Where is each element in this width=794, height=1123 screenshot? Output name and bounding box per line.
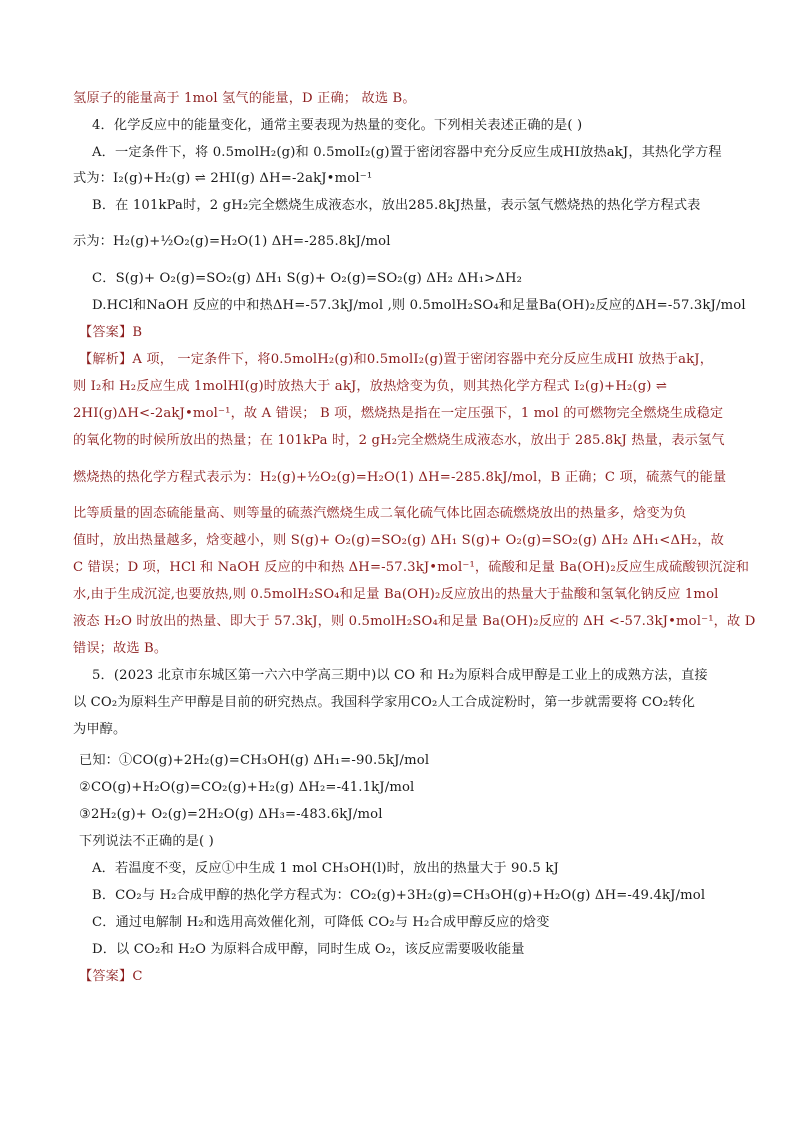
text-line-l21: 5．(2023 北京市东城区第一六六中学高三期中)以 CO 和 H₂为原料合成甲醇是工业上的成熟方法，直接 (92, 668, 708, 683)
text-line-l04: 式为：I₂(g)+H₂(g) ⇌ 2HI(g) ΔH=-2akJ•mol⁻¹ (73, 171, 373, 186)
text-line-l13: 的氧化物的时候所放出的热量；在 101kPa 时，2 gH₂完全燃烧生成液态水，放出于 285.8kJ 热量，表示氢气 (73, 433, 725, 448)
text-line-l27: 下列说法不正确的是( ) (79, 834, 214, 849)
text-line-l29: B．CO₂与 H₂合成甲醇的热化学方程式为：CO₂(g)+3H₂(g)=CH₃OH(g)+H₂O(g) ΔH=-49.4kJ/mol (92, 888, 706, 903)
text-line-l16: 值时，放出热量越多，焓变越小，则 S(g)+ O₂(g)=SO₂(g) ΔH₁ S(g)+ O₂(g)=SO₂(g) ΔH₂ ΔH₁<ΔH₂，故 (73, 533, 724, 548)
text-line-l18: 水,由于生成沉淀,也要放热,则 0.5molH₂SO₄和足量 Ba(OH)₂反应放出的热量大于盐酸和氢氧化钠反应 1mol (73, 587, 719, 602)
text-line-l03: A．一定条件下，将 0.5molH₂(g)和 0.5molI₂(g)置于密闭容器中充分反应生成HI放热akJ，其热化学方程 (92, 145, 722, 160)
text-line-l23: 为甲醇。 (73, 722, 127, 737)
text-line-l05: B．在 101kPa时，2 gH₂完全燃烧生成液态水，放出285.8kJ热量，表示氢气燃烧热的热化学方程式表 (92, 198, 701, 213)
text-line-l19: 液态 H₂O 时放出的热量、即大于 57.3kJ，则 0.5molH₂SO₄和足量 Ba(OH)₂反应的 ΔH <-57.3kJ•mol⁻¹，故 D (73, 614, 756, 629)
text-line-l07: C．S(g)+ O₂(g)=SO₂(g) ΔH₁ S(g)+ O₂(g)=SO₂(g) ΔH₂ ΔH₁>ΔH₂ (92, 271, 523, 286)
text-line-l32: 【答案】C (79, 969, 143, 984)
text-line-l08: D.HCl和NaOH 反应的中和热ΔH=-57.3kJ/mol ,则 0.5molH₂SO₄和足量Ba(OH)₂反应的ΔH=-57.3kJ/mol (92, 298, 746, 313)
text-line-l02: 4．化学反应中的能量变化，通常主要表现为热量的变化。下列相关表述正确的是( ) (92, 118, 583, 133)
text-line-l09: 【答案】B (79, 325, 143, 340)
text-line-l12: 2HI(g)ΔH<-2akJ•mol⁻¹，故 A 错误； B 项，燃烧热是指在一定压强下，1 mol 的可燃物完全燃烧生成稳定 (73, 406, 724, 421)
text-line-l25: ②CO(g)+H₂O(g)=CO₂(g)+H₂(g) ΔH₂=-41.1kJ/mol (79, 780, 415, 795)
text-line-l11: 则 I₂和 H₂反应生成 1molHI(g)时放热大于 akJ，放热焓变为负，则其热化学方程式 I₂(g)+H₂(g) ⇌ (73, 379, 668, 394)
text-line-l24: 已知：①CO(g)+2H₂(g)=CH₃OH(g) ΔH₁=-90.5kJ/mol (79, 753, 430, 768)
text-line-l20: 错误；故选 B。 (73, 641, 168, 656)
text-line-l31: D．以 CO₂和 H₂O 为原料合成甲醇，同时生成 O₂，该反应需要吸收能量 (92, 942, 525, 957)
text-line-l01: 氢原子的能量高于 1mol 氢气的能量，D 正确； 故选 B。 (73, 91, 416, 106)
text-line-l15: 比等质量的固态硫能量高、则等量的硫蒸汽燃烧生成二氧化硫气体比固态硫燃烧放出的热量多，焓变为负 (73, 506, 687, 521)
text-line-l30: C．通过电解制 H₂和选用高效催化剂，可降低 CO₂与 H₂合成甲醇反应的焓变 (92, 915, 550, 930)
text-line-l28: A．若温度不变，反应①中生成 1 mol CH₃OH(l)时，放出的热量大于 90.5 kJ (92, 861, 559, 876)
text-line-l14: 燃烧热的热化学方程式表示为：H₂(g)+½O₂(g)=H₂O(1) ΔH=-285.8kJ/mol，B 正确；C 项，硫蒸气的能量 (73, 470, 727, 485)
text-line-l26: ③2H₂(g)+ O₂(g)=2H₂O(g) ΔH₃=-483.6kJ/mol (79, 807, 383, 822)
text-line-l06: 示为：H₂(g)+½O₂(g)=H₂O(1) ΔH=-285.8kJ/mol (73, 234, 391, 249)
text-line-l17: C 错误；D 项，HCl 和 NaOH 反应的中和热 ΔH=-57.3kJ•mol⁻¹，硫酸和足量 Ba(OH)₂反应生成硫酸钡沉淀和 (73, 560, 750, 575)
text-line-l22: 以 CO₂为原料生产甲醇是目前的研究热点。我国科学家用CO₂人工合成淀粉时，第一步就需要将 CO₂转化 (73, 695, 696, 710)
text-line-l10: 【解析】A 项， 一定条件下，将0.5molH₂(g)和0.5molI₂(g)置于密闭容器中充分反应生成HI 放热于akJ， (79, 352, 714, 367)
